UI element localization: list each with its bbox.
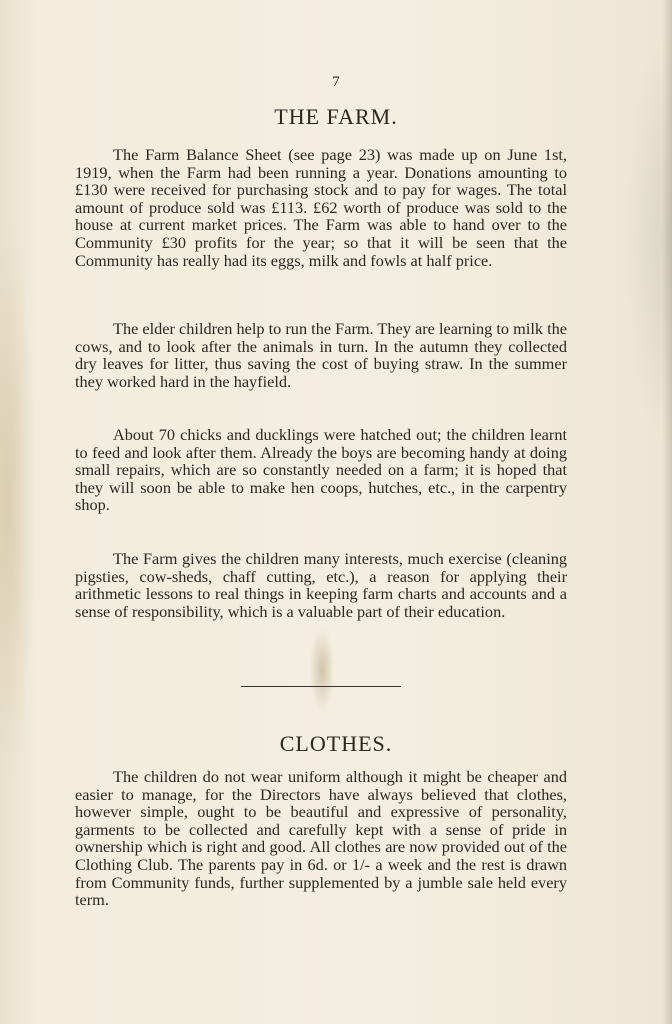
clothes-paragraph-1: The children do not wear uniform although it might be cheaper and easier to manage, for the Directors have always believed that clothes, however simple, ought to be beautiful and expressive of personality, garments to be collected and carefully kept with a sense of pride in ownership which is right and good. All clothes are now provided out of the Clothing Club. The parents pay in 6d. or 1/- a week and the rest is drawn from Community funds, further supplemented by a jumble sale held every term. [75, 767, 567, 910]
farm-paragraph-3: About 70 chicks and ducklings were hatched out; the children learnt to feed and look after them. Already the boys are becoming handy at doing small repairs, which are so constantly needed on a farm; it is hoped that they will soon be able to make hen coops, hutches, etc., in the carpentry shop. [75, 425, 567, 515]
section-heading-farm: THE FARM. [274, 104, 398, 129]
page-number: 7 [332, 74, 340, 90]
section-heading-clothes: CLOTHES. [279, 731, 393, 756]
farm-paragraph-4: The Farm gives the children many interests, much exercise (cleaning pigsties, cow-sheds, chaff cutting, etc.), a reason for applying their arithmetic lessons to real things in keeping farm charts and accounts and a sense of responsibility, which is a valuable part of their education. [75, 549, 567, 621]
section-divider [241, 686, 401, 687]
page-edge-shadow [662, 0, 672, 1024]
farm-paragraph-2: The elder children help to run the Farm. They are learning to milk the cows, and to look after the animals in turn. In the autumn they collected dry leaves for litter, thus saving the cost of buying straw. In the summer they worked hard in the hayfield. [75, 319, 567, 391]
farm-paragraph-1: The Farm Balance Sheet (see page 23) was made up on June 1st, 1919, when the Farm had been running a year. Donations amounting to £130 were received for purchasing stock and to pay for wages. The total amount of produce sold was £113. £62 worth of produce was sold to the house at current market prices. The Farm was able to hand over to the Community £30 profits for the year; so that it will be seen that the Community has really had its eggs, milk and fowls at half price. [75, 145, 567, 270]
